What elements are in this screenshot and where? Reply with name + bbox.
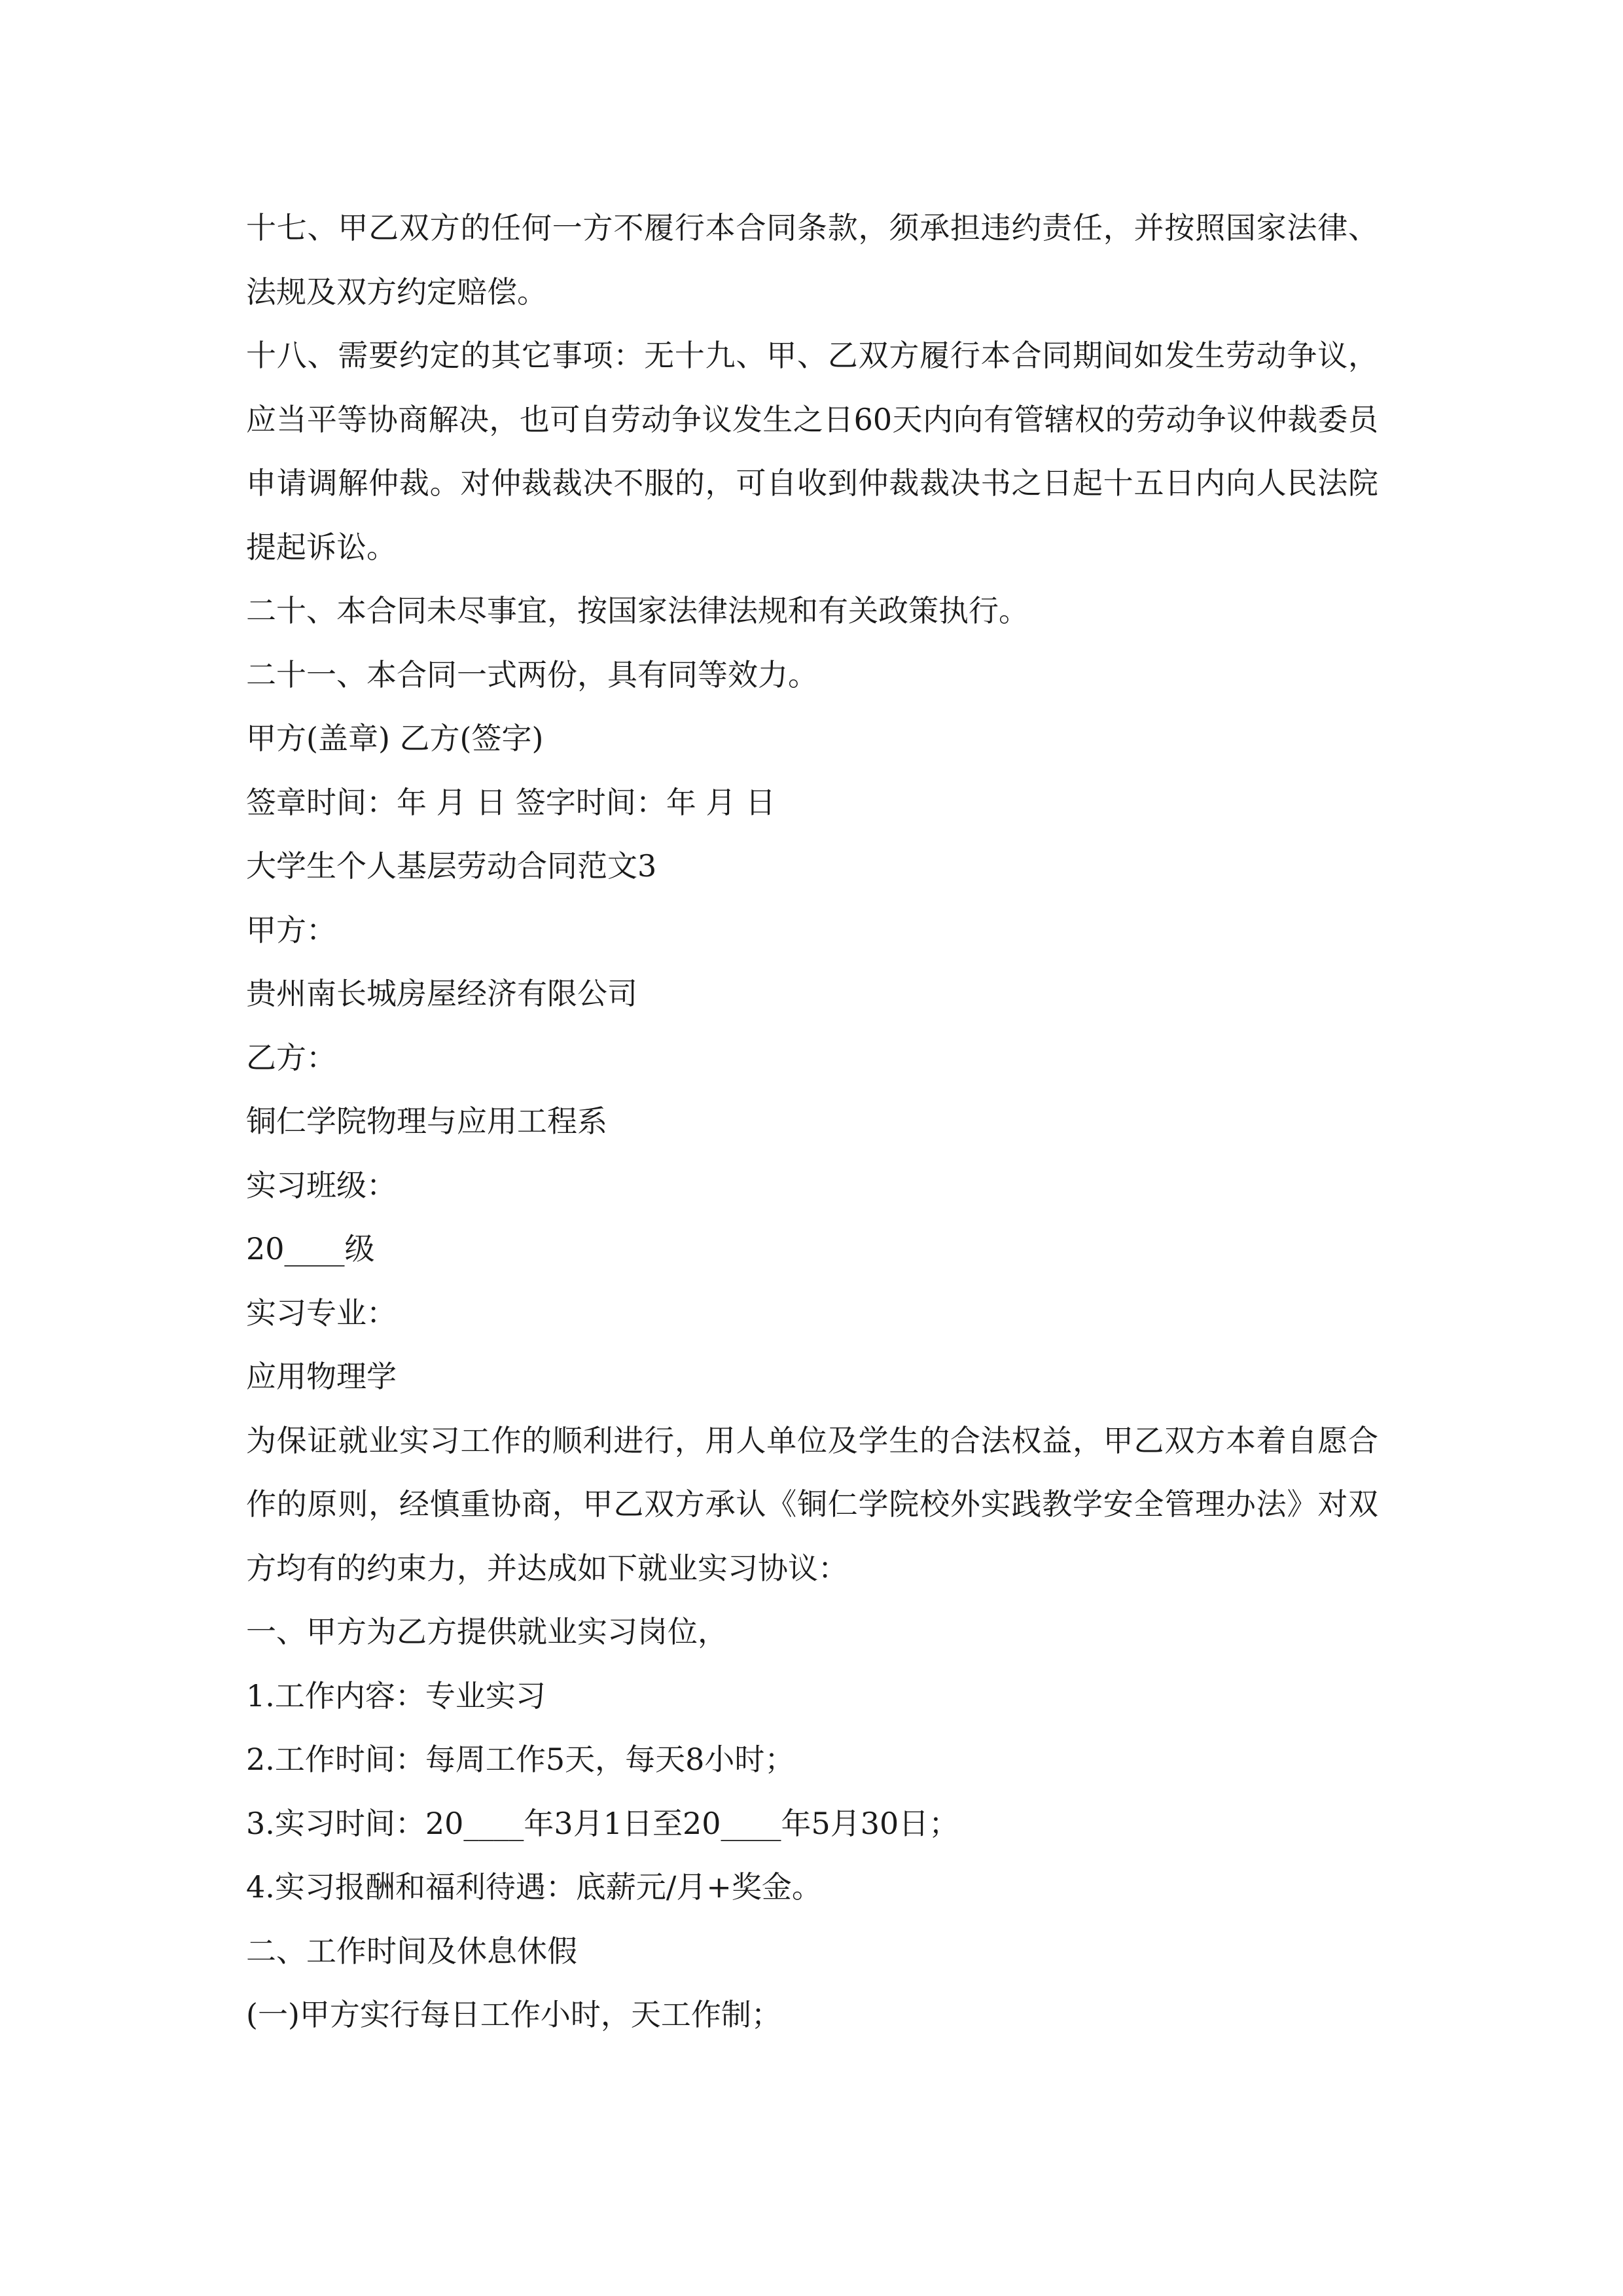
clause-1-item-1: 1.工作内容：专业实习 — [246, 1677, 546, 1713]
clause-2-item-1: (一)甲方实行每日工作小时，天工作制； — [246, 1997, 781, 2032]
internship-major-value: 应用物理学 — [246, 1359, 397, 1394]
internship-class-label: 实习班级： — [246, 1167, 397, 1203]
signature-line: 甲方(盖章) 乙方(签字) — [246, 721, 544, 756]
paragraph-article-18-19: 十八、需要约定的其它事项：无十九、甲、乙双方履行本合同期间如发生劳动争议，应当平等协商解决，也可自劳动争议发生之日60天内向有管辖权的劳动争议仲裁委员申请调解仲裁。对仲裁裁决不服的，可自收到仲裁裁决书之日起十五日内向人民法院提起诉讼。 — [246, 338, 1378, 565]
party-a-name: 贵州南长城房屋经济有限公司 — [246, 976, 637, 1011]
paragraph-article-20: 二十、本合同未尽事宜，按国家法律法规和有关政策执行。 — [246, 593, 1029, 628]
party-b-name: 铜仁学院物理与应用工程系 — [246, 1103, 607, 1139]
party-b-label: 乙方： — [246, 1039, 336, 1075]
clause-1-item-2: 2.工作时间：每周工作5天，每天8小时； — [246, 1742, 795, 1777]
paragraph-article-21: 二十一、本合同一式两份，具有同等效力。 — [246, 656, 818, 692]
internship-class-value: 20____级 — [246, 1231, 375, 1266]
clause-1-item-4: 4.实习报酬和福利待遇：底薪元/月+奖金。 — [246, 1869, 822, 1905]
section-title: 大学生个人基层劳动合同范文3 — [246, 848, 657, 884]
clause-1-heading: 一、甲方为乙方提供就业实习岗位， — [246, 1614, 728, 1649]
clause-2-heading: 二、工作时间及休息休假 — [246, 1933, 577, 1969]
paragraph-article-17: 十七、甲乙双方的任何一方不履行本合同条款，须承担违约责任，并按照国家法律、法规及双方约定赔偿。 — [246, 210, 1378, 310]
signature-date-line: 签章时间：年 月 日 签字时间：年 月 日 — [246, 784, 776, 820]
agreement-preamble: 为保证就业实习工作的顺利进行，用人单位及学生的合法权益，甲乙双方本着自愿合作的原则，经慎重协商，甲乙双方承认《铜仁学院校外实践教学安全管理办法》对双方均有的约束力，并达成如下就业实习协议： — [246, 1422, 1378, 1586]
internship-major-label: 实习专业： — [246, 1295, 397, 1331]
party-a-label: 甲方： — [246, 912, 336, 948]
clause-1-item-3: 3.实习时间：20____年3月1日至20____年5月30日； — [246, 1805, 959, 1841]
document-body — [246, 196, 1378, 2047]
